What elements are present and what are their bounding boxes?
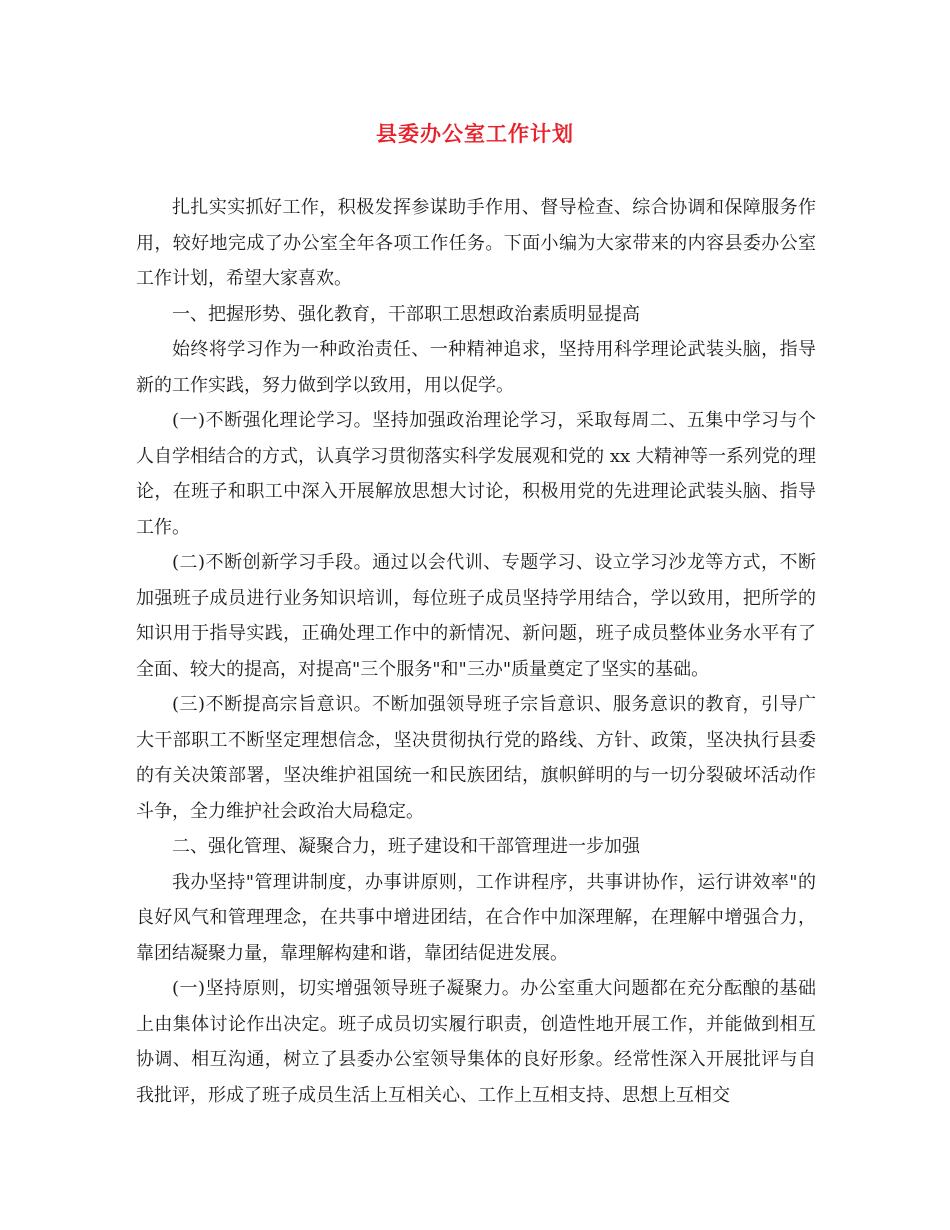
- paragraph-learning-methods: (二)不断创新学习手段。通过以会代训、专题学习、设立学习沙龙等方式，不断加强班子成员进行业务知识培训，每位班子成员坚持学用结合，学以致用，把所学的知识用于指导实践，正确处理工作中的新情况、新问题，班子成员整体业务水平有了全面、较大的提高，对提高"三个服务"和"三办"质量奠定了坚实的基础。: [136, 552, 816, 680]
- paragraph-team-cohesion: (一)坚持原则，切实增强领导班子凝聚力。办公室重大问题都在充分酝酿的基础上由集体讨论作出决定。班子成员切实履行职责，创造性地开展工作，并能做到相互协调、相互沟通，树立了县委办公室领导集体的良好形象。经常性深入开展批评与自我批评，形成了班子成员生活上互相关心、工作上互相支持、思想上互相交: [136, 978, 816, 1106]
- document-body: [136, 190, 816, 1113]
- paragraph-intro: 扎扎实实抓好工作，积极发挥参谋助手作用、督导检查、综合协调和保障服务作用，较好地完成了办公室全年各项工作任务。下面小编为大家带来的内容县委办公室工作计划，希望大家喜欢。: [136, 197, 816, 289]
- section-heading-1: 一、把握形势、强化教育，干部职工思想政治素质明显提高: [172, 303, 640, 325]
- paragraph-study-responsibility: 始终将学习作为一种政治责任、一种精神追求，坚持用科学理论武装头脑，指导新的工作实践，努力做到学以致用，用以促学。: [136, 339, 816, 396]
- paragraph-management-philosophy: 我办坚持"管理讲制度，办事讲原则，工作讲程序，共事讲协作，运行讲效率"的良好风气和管理理念，在共事中增进团结，在合作中加深理解，在理解中增强合力，靠团结凝聚力量，靠理解构建和谐，靠团结促进发展。: [136, 871, 816, 964]
- paragraph-theory-study: (一)不断强化理论学习。坚持加强政治理论学习，采取每周二、五集中学习与个人自学相结合的方式，认真学习贯彻落实科学发展观和党的 xx 大精神等一系列党的理论，在班子和职工中深入开展解放思想大讨论，积极用党的先进理论武装头脑、指导工作。: [136, 410, 816, 538]
- document-title: 县委办公室工作计划: [376, 121, 574, 146]
- section-heading-2: 二、强化管理、凝聚合力，班子建设和干部管理进一步加强: [172, 836, 640, 857]
- paragraph-purpose-awareness: (三)不断提高宗旨意识。不断加强领导班子宗旨意识、服务意识的教育，引导广大干部职工不断坚定理想信念，坚决贯彻执行党的路线、方针、政策，坚决执行县委的有关决策部署，坚决维护祖国统一和民族团结，旗帜鲜明的与一切分裂破坏活动作斗争，全力维护社会政治大局稳定。: [136, 694, 816, 822]
